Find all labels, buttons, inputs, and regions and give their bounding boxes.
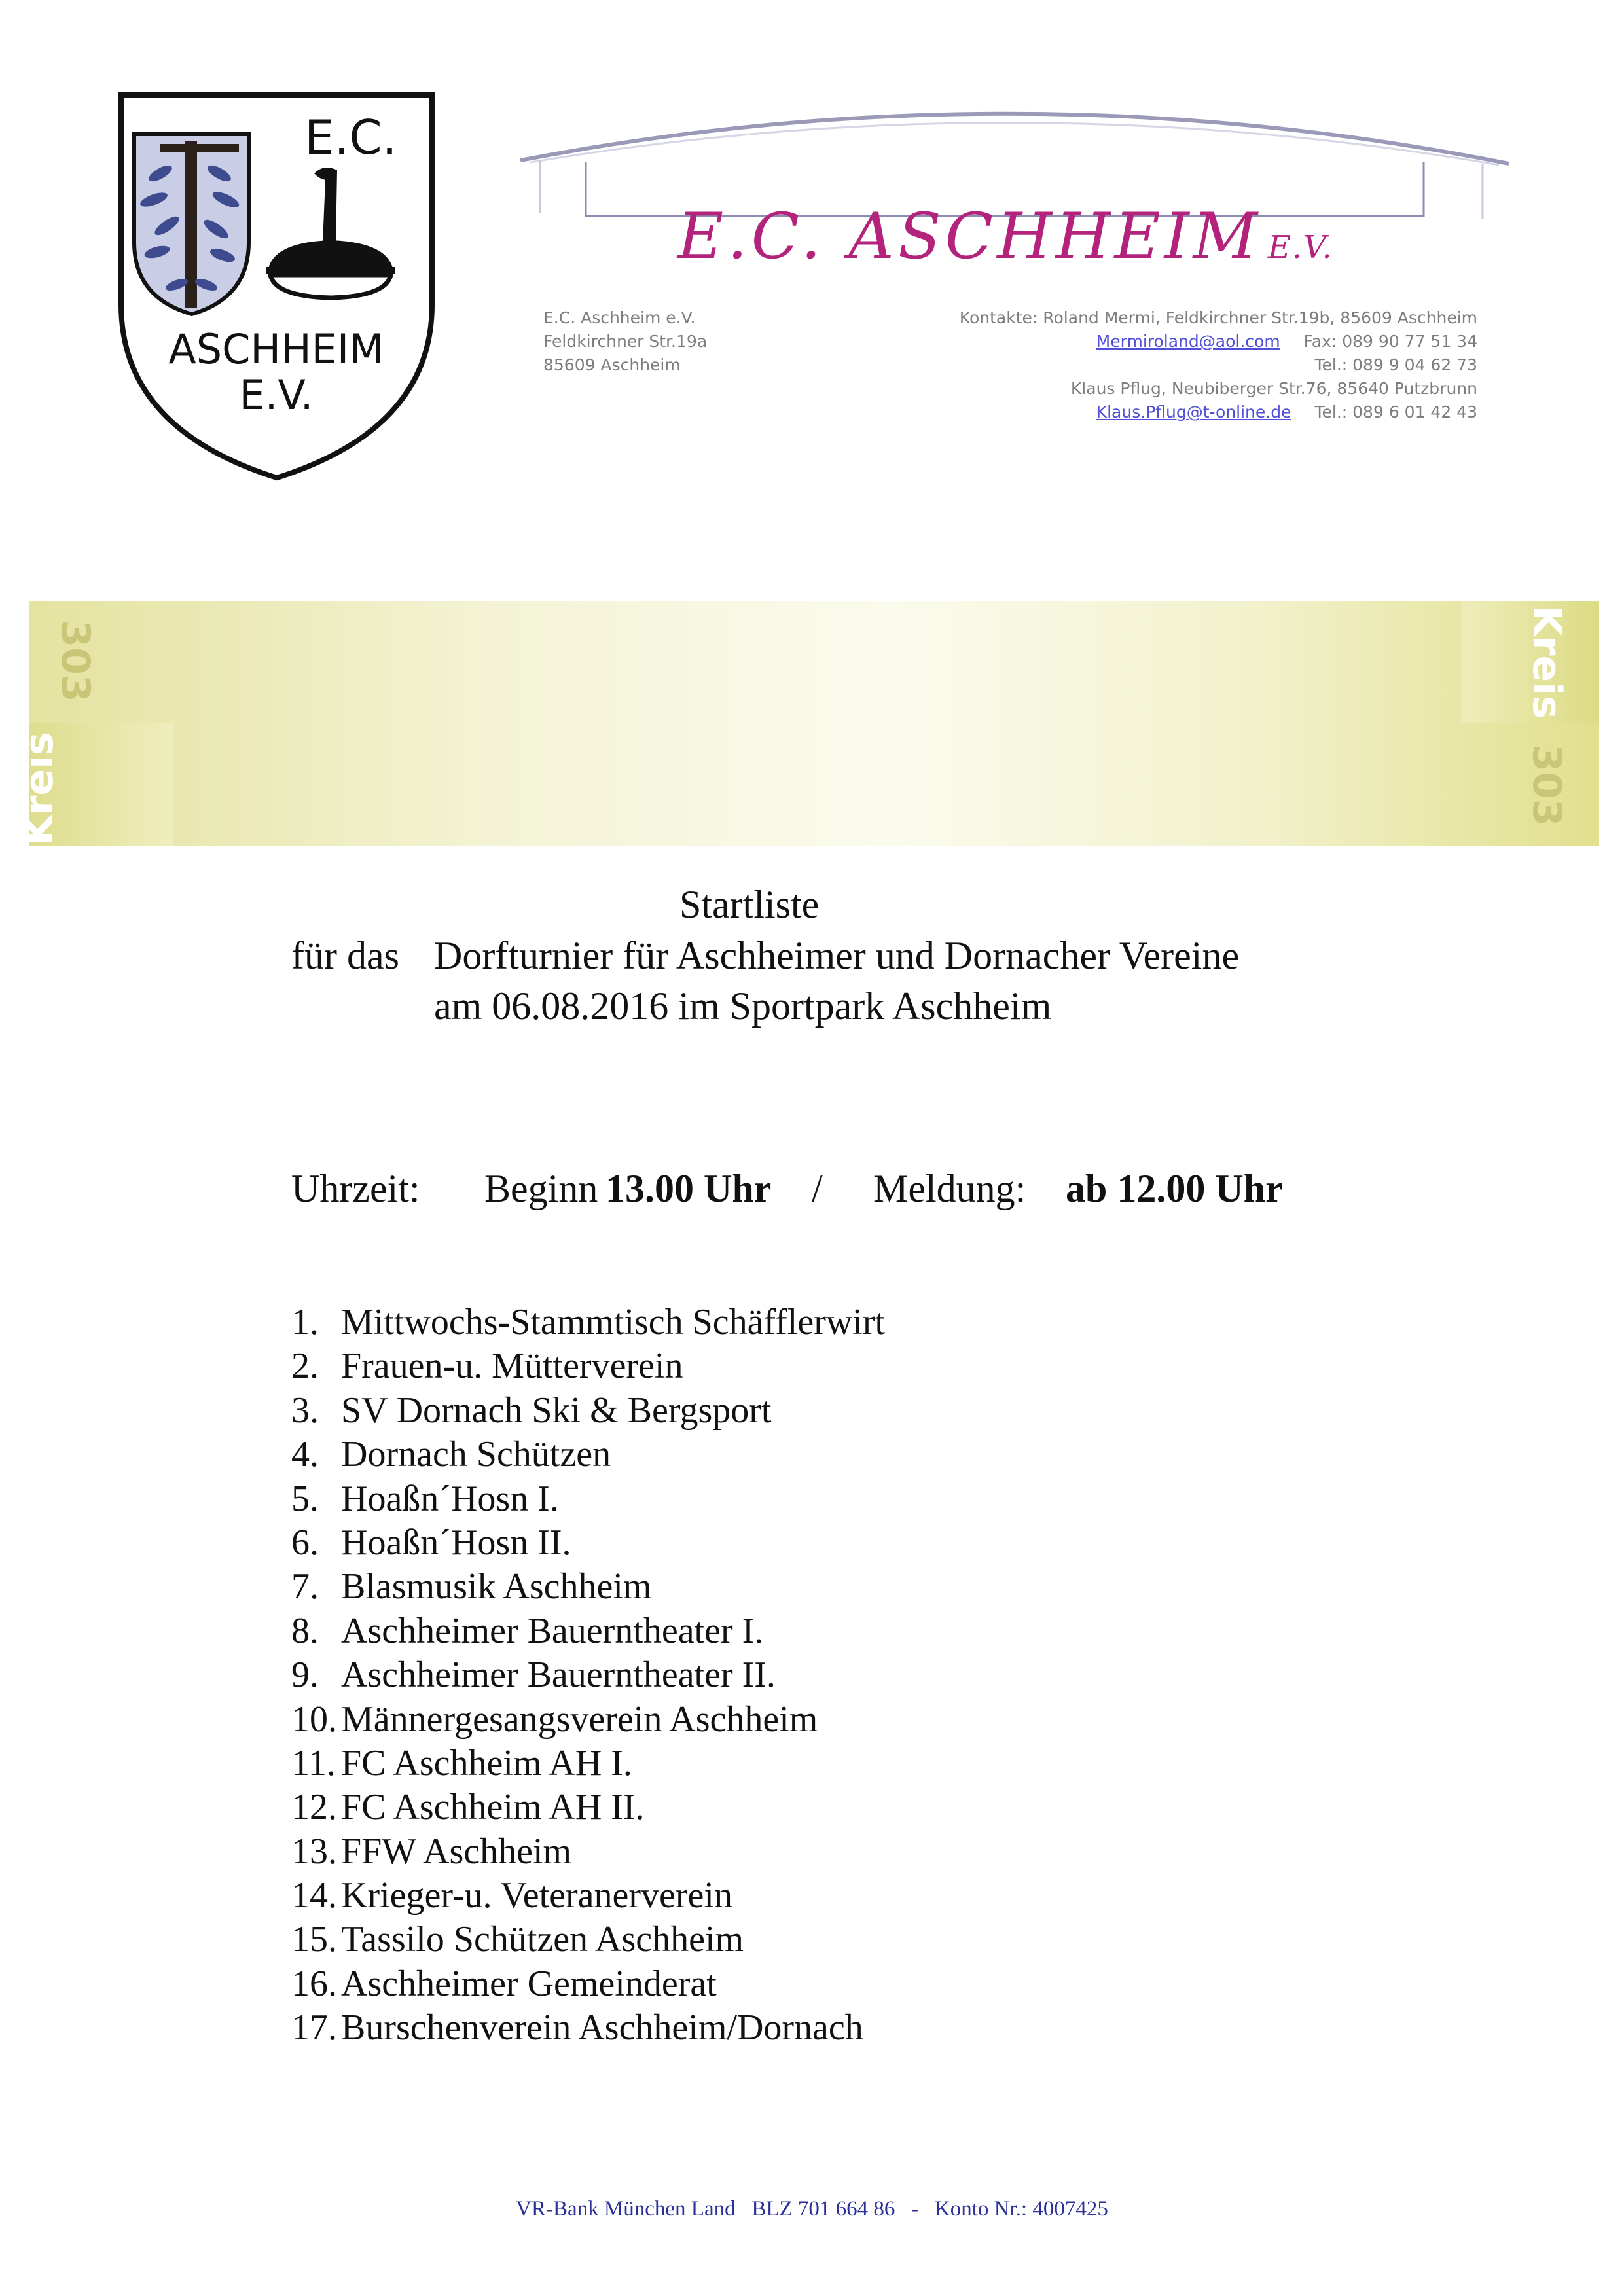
club-title-main: E.C. ASCHHEIM (677, 200, 1261, 273)
list-item (291, 1300, 885, 1344)
list-item (291, 1698, 885, 1742)
list-item (291, 1389, 885, 1433)
begin-time: 13.00 Uhr (605, 1167, 772, 1210)
list-item-name: Burschenverein Aschheim/Dornach (341, 2007, 863, 2049)
list-item-name: Mittwochs-Stammtisch Schäfflerwirt (341, 1302, 886, 1342)
address-line-1: E.C. Aschheim e.V. (543, 308, 696, 327)
list-item-number: 15. (291, 1919, 337, 1960)
tel-2: Tel.: 089 6 01 42 43 (1314, 403, 1477, 422)
logo-name: ASCHHEIM (168, 325, 384, 373)
list-item-name: Männergesangsverein Aschheim (341, 1698, 818, 1740)
list-item-name: FC Aschheim AH I. (341, 1742, 632, 1784)
band-number-right: 303 (1524, 744, 1570, 827)
time-separator: / (812, 1167, 823, 1210)
list-item-number: 9. (291, 1655, 319, 1696)
list-item-name: Frauen-u. Mütterverein (341, 1346, 683, 1387)
registration-label: Meldung: (873, 1167, 1026, 1210)
list-item (291, 1609, 885, 1653)
list-item (291, 1962, 885, 2006)
list-item-number: 13. (291, 1831, 337, 1872)
list-item (291, 1477, 885, 1521)
email-link-2[interactable]: Klaus.Pflug@t-online.de (1096, 403, 1291, 422)
list-item-name: Krieger-u. Veteranerverein (341, 1875, 732, 1916)
list-item-number: 3. (291, 1390, 319, 1431)
list-item-name: Aschheimer Bauerntheater II. (341, 1655, 776, 1696)
address-line-3: 85609 Aschheim (543, 355, 681, 374)
list-item (291, 1521, 885, 1565)
list-item (291, 1874, 885, 1918)
decorative-band (29, 601, 1599, 846)
list-item-name: Tassilo Schützen Aschheim (341, 1919, 744, 1960)
list-item-name: Aschheimer Gemeinderat (341, 1963, 717, 2004)
event-name: Dorfturnier für Aschheimer und Dornacher Vereine (434, 934, 1240, 977)
email-link-1[interactable]: Mermiroland@aol.com (1096, 332, 1280, 351)
start-list (291, 1300, 885, 2051)
list-item-number: 2. (291, 1346, 319, 1387)
club-address (543, 306, 707, 377)
event-date-place: am 06.08.2016 im Sportpark Aschheim (434, 984, 1052, 1028)
list-item-number: 6. (291, 1522, 319, 1563)
band-kreis-left: Kreis (16, 732, 62, 846)
time-label: Uhrzeit: (291, 1167, 420, 1210)
club-title-suffix: E.V. (1267, 229, 1333, 266)
list-item-number: 12. (291, 1787, 337, 1828)
list-item-name: Aschheimer Bauerntheater I. (341, 1610, 764, 1651)
list-item (291, 1918, 885, 1962)
list-item-number: 5. (291, 1478, 319, 1519)
list-item-name: Hoaßn´Hosn II. (341, 1522, 571, 1563)
list-item-number: 16. (291, 1963, 337, 2004)
club-logo (115, 88, 439, 484)
logo-suffix: E.V. (239, 371, 314, 419)
heading-prefix: für das (291, 934, 399, 977)
list-item (291, 1565, 885, 1609)
list-item (291, 1785, 885, 1829)
fax-1: Fax: 089 90 77 51 34 (1303, 332, 1477, 351)
document-title: Startliste (679, 883, 820, 926)
band-number-left: 303 (52, 620, 98, 702)
logo-top-text: E.C. (304, 110, 397, 165)
contact-block (929, 306, 1477, 424)
list-item-number: 1. (291, 1302, 319, 1342)
list-item (291, 1344, 885, 1388)
list-item-name: Dornach Schützen (341, 1434, 611, 1475)
club-title (677, 200, 1333, 273)
list-item-name: Blasmusik Aschheim (341, 1566, 652, 1607)
list-item-number: 14. (291, 1875, 337, 1916)
list-item (291, 1433, 885, 1477)
list-item-number: 11. (291, 1742, 336, 1784)
list-item-number: 8. (291, 1610, 319, 1651)
list-item (291, 1742, 885, 1785)
list-item-name: SV Dornach Ski & Bergsport (341, 1390, 772, 1431)
list-item-name: FC Aschheim AH II. (341, 1787, 645, 1828)
band-kreis-right: Kreis (1524, 605, 1570, 719)
contact-row-3: Tel.: 089 9 04 62 73 (1314, 355, 1477, 374)
header-banner (517, 85, 1512, 281)
contact-row-4: Klaus Pflug, Neubiberger Str.76, 85640 Putzbrunn (1070, 379, 1477, 398)
list-item (291, 1830, 885, 1874)
list-item-name: Hoaßn´Hosn I. (341, 1478, 559, 1519)
bank-footer: VR-Bank München Land BLZ 701 664 86 - Konto Nr.: 4007425 (516, 2197, 1108, 2221)
list-item-number: 4. (291, 1434, 319, 1475)
contact-row-1: Kontakte: Roland Mermi, Feldkirchner Str.19b, 85609 Aschheim (959, 308, 1477, 327)
registration-time: ab 12.00 Uhr (1066, 1167, 1283, 1210)
list-item-name: FFW Aschheim (341, 1831, 572, 1872)
list-item (291, 1653, 885, 1697)
contact-row-2 (929, 330, 1477, 353)
contact-row-5 (929, 401, 1477, 424)
list-item (291, 2006, 885, 2050)
list-item-number: 7. (291, 1566, 319, 1607)
list-item-number: 17. (291, 2007, 337, 2049)
begin-label: Beginn (484, 1167, 598, 1210)
banner-arc (520, 114, 1509, 164)
address-line-2: Feldkirchner Str.19a (543, 332, 708, 351)
list-item-number: 10. (291, 1698, 337, 1740)
